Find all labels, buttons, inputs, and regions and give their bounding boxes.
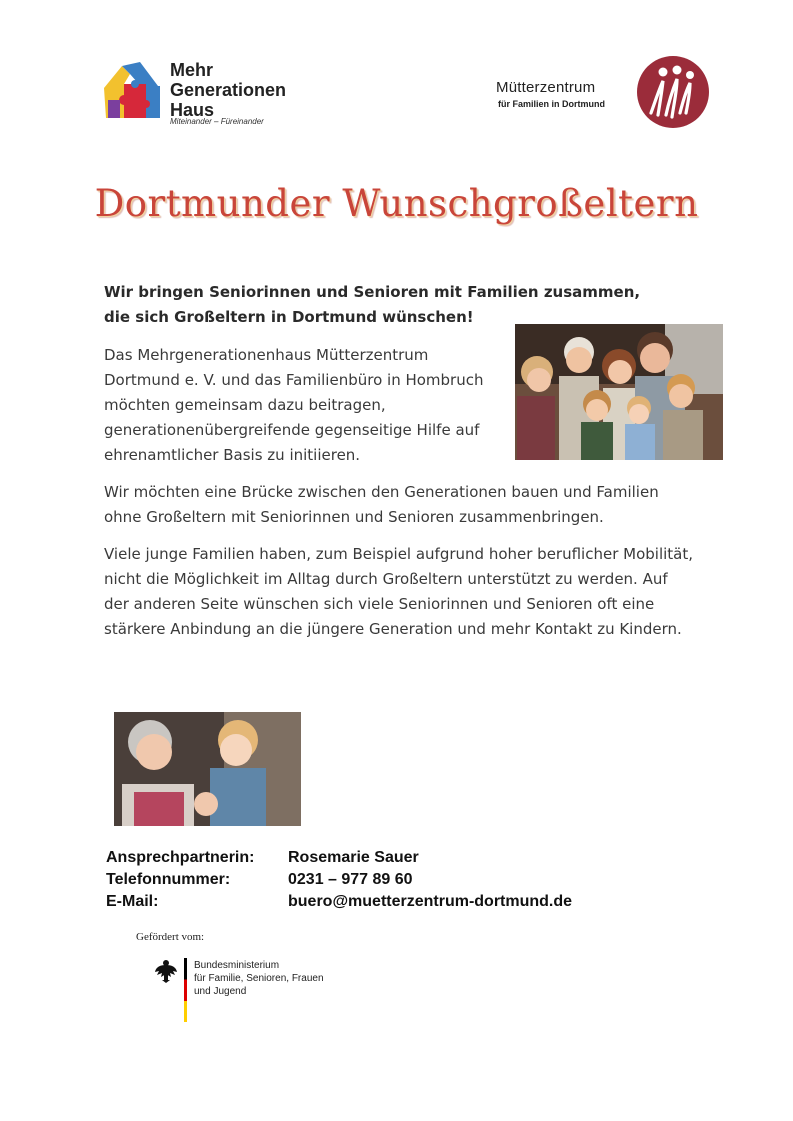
- paragraph-2: Wir möchten eine Brücke zwischen den Generationen bauen und Familien ohne Großeltern mit Seniorinnen und Senioren zusammenbringen.: [104, 483, 659, 526]
- german-flag-bar: [184, 958, 187, 1022]
- funder-line2: für Familie, Senioren, Frauen: [194, 973, 324, 984]
- federal-eagle-icon: [154, 958, 178, 984]
- mgh-logo-line3: Haus: [170, 100, 215, 120]
- paragraph-3: Viele junge Familien haben, zum Beispiel aufgrund hoher beruflicher Mobilität, nicht die Möglichkeit im Alltag durch Großeltern unterstützt zu werden. Auf der anderen Seite wünschen sich viele Seniorinnen und Senioren oft eine stärkere Anbindung an die jüngere Generation und mehr Kontakt zu Kindern.: [104, 545, 694, 638]
- family-photo: [515, 324, 723, 460]
- funder-line3: und Jugend: [194, 986, 247, 997]
- grandmother-child-photo: [114, 712, 301, 826]
- contact-person-label: Ansprechpartnerin:: [106, 849, 255, 866]
- mgh-logo-tagline: Miteinander – Füreinander: [170, 117, 264, 126]
- contact-phone-label: Telefonnummer:: [106, 871, 231, 888]
- mz-logo-name: Mütterzentrum: [496, 79, 596, 96]
- intro-text: Wir bringen Seniorinnen und Senioren mit Familien zusammen, die sich Großeltern in Dortmund wünschen!: [104, 283, 641, 326]
- funder-label: Gefördert vom:: [136, 931, 205, 943]
- mgh-logo-line2: Generationen: [170, 80, 287, 100]
- page-title: Dortmunder Wunschgroßeltern: [94, 182, 699, 225]
- funder-line1: Bundesministerium: [194, 960, 280, 971]
- contact-person: Rosemarie Sauer: [288, 849, 419, 866]
- contact-email[interactable]: buero@muetterzentrum-dortmund.de: [288, 893, 573, 910]
- mgh-logo-line1: Mehr: [170, 60, 214, 80]
- puzzle-house-icon: [100, 60, 162, 122]
- contact-phone[interactable]: 0231 – 977 89 60: [288, 871, 413, 888]
- mz-logo-subtitle: für Familien in Dortmund: [498, 99, 605, 109]
- paragraph-1: Das Mehrgenerationenhaus Mütterzentrum Dortmund e. V. und das Familienbüro in Hombruch möchten gemeinsam dazu beitragen, generationenübergreifende gegenseitige Hilfe auf ehrenamtlicher Basis zu initiieren.: [104, 346, 484, 464]
- contact-email-label: E-Mail:: [106, 893, 159, 910]
- three-figures-circle-icon: [636, 55, 710, 129]
